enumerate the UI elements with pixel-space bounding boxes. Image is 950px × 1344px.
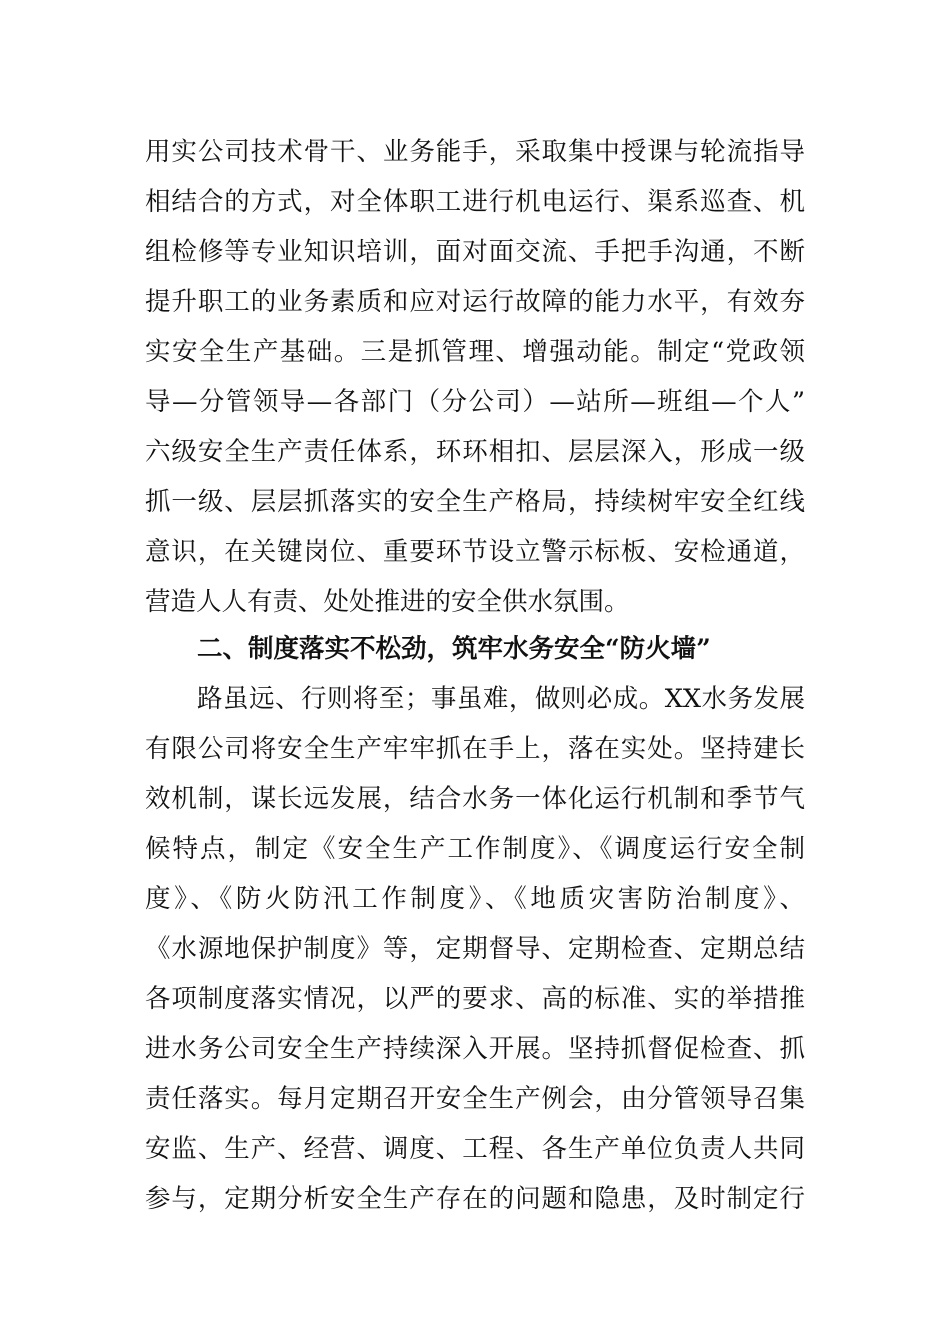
paragraph-line: 各项制度落实情况，以严的要求、高的标准、实的举措推 [145, 984, 805, 1014]
paragraph-line: 意识，在关键岗位、重要环节设立警示标板、安检通道， [145, 537, 805, 567]
paragraph-line: 组检修等专业知识培训，面对面交流、手把手沟通，不断 [145, 237, 805, 267]
paragraph-line: 六级安全生产责任体系，环环相扣、层层深入，形成一级 [145, 437, 805, 467]
paragraph-line: 参与，定期分析安全生产存在的问题和隐患，及时制定行 [145, 1184, 805, 1214]
paragraph-line: 有限公司将安全生产牢牢抓在手上，落在实处。坚持建长 [145, 734, 805, 764]
paragraph-line: 相结合的方式，对全体职工进行机电运行、渠系巡查、机 [145, 187, 805, 217]
paragraph-line: 效机制，谋长远发展，结合水务一体化运行机制和季节气 [145, 784, 805, 814]
paragraph-line: 营造人人有责、处处推进的安全供水氛围。 [145, 587, 630, 617]
paragraph-line: 进水务公司安全生产持续深入开展。坚持抓督促检查、抓 [145, 1034, 805, 1064]
paragraph-line: 抓一级、层层抓落实的安全生产格局，持续树牢安全红线 [145, 487, 805, 517]
paragraph-line: 安监、生产、经营、调度、工程、各生产单位负责人共同 [145, 1134, 805, 1164]
paragraph-line: 导—分管领导—各部门（分公司）—站所—班组—个人” [145, 387, 805, 417]
paragraph-line: 路虽远、行则将至；事虽难，做则必成。XX水务发展 [197, 684, 805, 714]
paragraph-line: 候特点，制定《安全生产工作制度》、《调度运行安全制 [145, 834, 805, 864]
paragraph-line: 责任落实。每月定期召开安全生产例会，由分管领导召集 [145, 1084, 805, 1114]
paragraph-line: 实安全生产基础。三是抓管理、增强动能。制定“党政领 [145, 337, 805, 367]
section-heading: 二、制度落实不松劲，筑牢水务安全“防火墙” [197, 634, 711, 664]
paragraph-line: 《水源地保护制度》等，定期督导、定期检查、定期总结 [145, 934, 805, 964]
paragraph-line: 度》、《防火防汛工作制度》、《地质灾害防治制度》、 [145, 884, 805, 914]
paragraph-line: 用实公司技术骨干、业务能手，采取集中授课与轮流指导 [145, 137, 805, 167]
paragraph-line: 提升职工的业务素质和应对运行故障的能力水平，有效夯 [145, 287, 805, 317]
